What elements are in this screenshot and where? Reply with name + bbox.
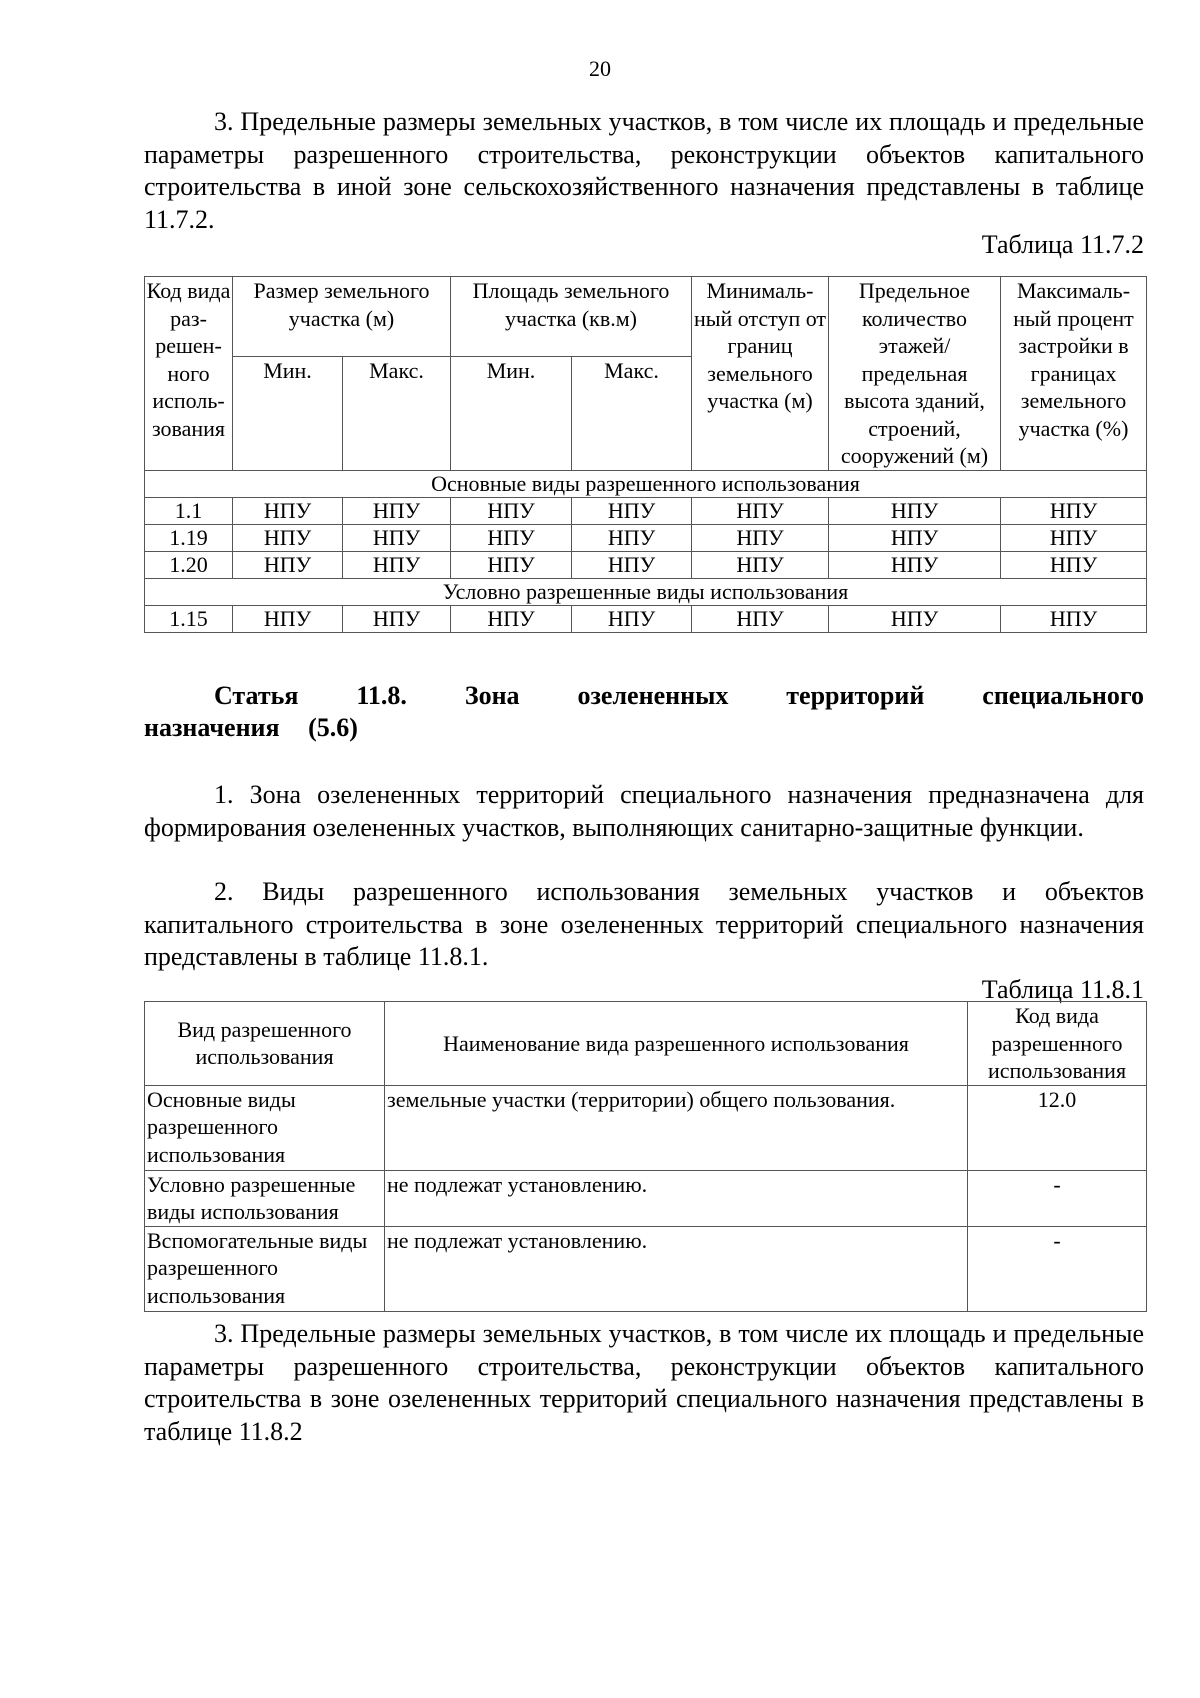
table-11-7-2 (144, 276, 1147, 633)
table-cell: не подлежат установлению. (385, 1226, 968, 1311)
paragraph-3: 3. Предельные размеры земельных участков, в том числе их площадь и предельные параметры разрешенного строительства, реконструкции объектов капитального строительства в зоне озелененных территорий специального назначения представлены в таблице 11.8.2 (144, 1319, 1144, 1446)
section-row-main (145, 470, 1147, 497)
table-11-8-1 (144, 1001, 1147, 1312)
table-cell: НПУ (451, 524, 572, 551)
header-size-max: Макс. (343, 357, 451, 471)
table-cell: НПУ (451, 605, 572, 632)
table-row (145, 1085, 1147, 1170)
table-11-7-2-caption: Таблица 11.7.2 (981, 230, 1144, 259)
header-setback: Минималь-ный отступ от границ земельного участка (м) (692, 277, 829, 471)
row-code: 1.15 (145, 605, 233, 632)
table-cell: НПУ (829, 524, 1001, 551)
table-cell: - (968, 1170, 1147, 1226)
table-row (145, 1170, 1147, 1226)
table-cell: НПУ (233, 605, 343, 632)
table-cell: Вспомогательные виды разрешенного использования (145, 1226, 385, 1311)
header-use-name: Наименование вида разрешенного использования (385, 1002, 968, 1086)
header-coverage: Максималь-ный процент застройки в границах земельного участка (%) (1001, 277, 1147, 471)
table-cell: НПУ (692, 605, 829, 632)
table-cell: НПУ (233, 497, 343, 524)
table-cell: не подлежат установлению. (385, 1170, 968, 1226)
table-11-8-1-caption: Таблица 11.8.1 (981, 975, 1144, 1004)
table-cell: НПУ (1001, 524, 1147, 551)
table-cell: Основные виды разрешенного использования (145, 1085, 385, 1170)
header-area: Площадь земельного участка (кв.м) (451, 277, 692, 357)
table-row (145, 551, 1147, 578)
table-row (145, 497, 1147, 524)
page-number: 20 (589, 56, 611, 81)
table-cell: 12.0 (968, 1085, 1147, 1170)
table-cell: НПУ (343, 605, 451, 632)
table-cell: НПУ (572, 605, 692, 632)
table-cell: Условно разрешенные виды использования (145, 1170, 385, 1226)
table-cell: НПУ (343, 497, 451, 524)
table-cell: НПУ (692, 524, 829, 551)
table-cell: НПУ (572, 497, 692, 524)
table-row (145, 605, 1147, 632)
header-code: Код вида раз-решен-ного исполь-зования (145, 277, 233, 471)
table-cell: НПУ (692, 551, 829, 578)
table-cell: НПУ (829, 551, 1001, 578)
table-cell: НПУ (692, 497, 829, 524)
section-conditional-label: Условно разрешенные виды использования (145, 578, 1147, 605)
table-header-row (145, 277, 1147, 357)
section-main-label: Основные виды разрешенного использования (145, 470, 1147, 497)
table-cell: НПУ (343, 524, 451, 551)
header-size: Размер земельного участка (м) (233, 277, 451, 357)
table-cell: НПУ (451, 497, 572, 524)
table-cell: НПУ (343, 551, 451, 578)
table-row (145, 524, 1147, 551)
table-cell: НПУ (1001, 605, 1147, 632)
table-cell: - (968, 1226, 1147, 1311)
header-floors: Предельное количество этажей/ предельная высота зданий, строений, сооружений (м) (829, 277, 1001, 471)
table-row (145, 1226, 1147, 1311)
row-code: 1.19 (145, 524, 233, 551)
header-use-code: Код вида разрешенного использования (968, 1002, 1147, 1086)
table-cell: НПУ (1001, 551, 1147, 578)
article-heading: Статья 11.8. Зона озелененных территорий специального назначения (5.6) (144, 681, 1144, 742)
paragraph-1: 1. Зона озелененных территорий специального назначения предназначена для формирования озелененных участков, выполняющих санитарно-защитные функции. (144, 780, 1144, 842)
table-cell: НПУ (572, 551, 692, 578)
table-cell: НПУ (572, 524, 692, 551)
header-area-min: Мин. (451, 357, 572, 471)
header-area-max: Макс. (572, 357, 692, 471)
table-cell: НПУ (451, 551, 572, 578)
header-size-min: Мин. (233, 357, 343, 471)
row-code: 1.20 (145, 551, 233, 578)
intro-paragraph: 3. Предельные размеры земельных участков, в том числе их площадь и предельные параметры разрешенного строительства, реконструкции объектов капитального строительства в иной зоне сельскохозяйственного назначения представлены в таблице 11.7.2. (144, 107, 1144, 234)
table-cell: НПУ (829, 605, 1001, 632)
table-header-row (145, 1002, 1147, 1086)
table-cell: НПУ (1001, 497, 1147, 524)
section-row-conditional (145, 578, 1147, 605)
table-cell: НПУ (233, 551, 343, 578)
table-cell: НПУ (233, 524, 343, 551)
row-code: 1.1 (145, 497, 233, 524)
header-use-type: Вид разрешенного использования (145, 1002, 385, 1086)
paragraph-2: 2. Виды разрешенного использования земельных участков и объектов капитального строительства в зоне озелененных территорий специального назначения представлены в таблице 11.8.1. (144, 877, 1144, 971)
table-cell: земельные участки (территории) общего пользования. (385, 1085, 968, 1170)
table-cell: НПУ (829, 497, 1001, 524)
